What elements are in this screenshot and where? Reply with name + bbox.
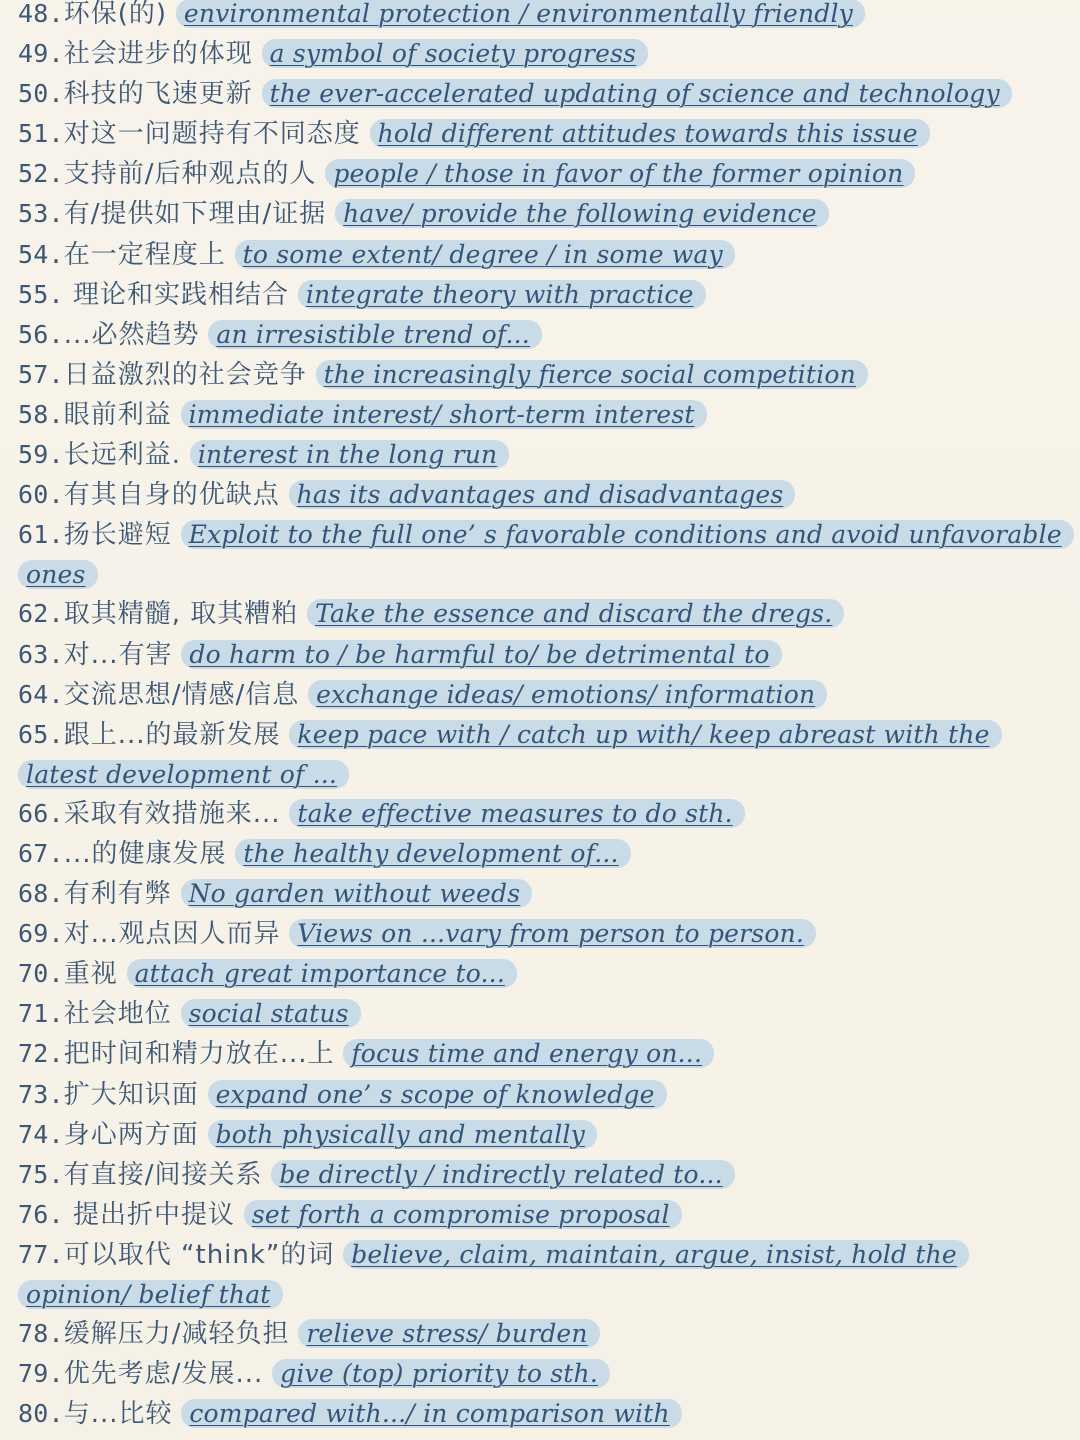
english-translation: believe, claim, maintain, argue, insist, hold the opinion/ belief that	[18, 1240, 969, 1309]
phrase-entry	[18, 635, 1062, 675]
phrase-entry	[18, 515, 1062, 594]
phrase-entry	[18, 74, 1062, 114]
entry-number: 53.	[18, 199, 64, 229]
chinese-phrase: 把时间和精力放在...上	[63, 1039, 335, 1070]
chinese-phrase: 有利有弊	[63, 879, 172, 910]
chinese-phrase: 眼前利益	[63, 399, 172, 430]
phrase-entry	[18, 235, 1062, 275]
chinese-phrase: 长远利益.	[63, 440, 182, 471]
english-translation: take effective measures to do sth.	[289, 799, 744, 828]
english-translation: immediate interest/ short-term interest	[181, 400, 707, 429]
entry-number: 80.	[18, 1399, 64, 1429]
chinese-phrase: ...的健康发展	[63, 838, 227, 869]
english-translation: do harm to / be harmful to/ be detrimental to	[181, 640, 781, 669]
english-translation: have/ provide the following evidence	[335, 199, 829, 228]
entry-number: 50.	[18, 79, 64, 109]
entry-number: 58.	[18, 399, 64, 429]
english-translation: attach great importance to...	[127, 959, 517, 988]
entry-number: 55.	[18, 279, 64, 309]
chinese-phrase: 可以取代 “think”的词	[63, 1239, 335, 1270]
phrase-entry	[18, 194, 1062, 234]
entry-number: 51.	[18, 119, 64, 149]
phrase-entry	[18, 154, 1062, 194]
chinese-phrase: 扬长避短	[63, 520, 172, 551]
phrase-entry	[18, 0, 1062, 34]
phrase-list	[18, 0, 1062, 1434]
phrase-entry	[18, 1034, 1062, 1074]
english-translation: social status	[181, 999, 361, 1028]
chinese-phrase: 对...有害	[63, 639, 173, 670]
chinese-phrase: ...必然趋势	[63, 319, 200, 350]
phrase-entry	[18, 1195, 1062, 1235]
entry-number: 63.	[18, 639, 64, 669]
phrase-entry	[18, 1394, 1062, 1434]
chinese-phrase: 交流思想/情感/信息	[63, 679, 300, 710]
phrase-entry	[18, 1115, 1062, 1155]
entry-number: 48.	[18, 0, 64, 28]
english-translation: integrate theory with practice	[298, 280, 706, 309]
entry-number: 61.	[18, 520, 64, 550]
entry-number: 59.	[18, 440, 64, 470]
entry-number: 49.	[18, 39, 64, 69]
phrase-entry	[18, 1075, 1062, 1115]
phrase-entry	[18, 1314, 1062, 1354]
entry-number: 56.	[18, 319, 64, 349]
english-translation: a symbol of society progress	[262, 39, 649, 68]
english-translation: has its advantages and disadvantages	[289, 480, 796, 509]
english-translation: give (top) priority to sth.	[272, 1359, 610, 1388]
entry-number: 66.	[18, 798, 64, 828]
entry-number: 70.	[18, 959, 64, 989]
phrase-entry	[18, 395, 1062, 435]
english-translation: Exploit to the full one’ s favorable conditions and avoid unfavorable ones	[18, 520, 1074, 589]
phrase-entry	[18, 1155, 1062, 1195]
english-translation: environmental protection / environmentally friendly	[176, 0, 865, 28]
chinese-phrase: 有直接/间接关系	[63, 1159, 263, 1190]
entry-number: 60.	[18, 480, 64, 510]
chinese-phrase: 扩大知识面	[63, 1079, 199, 1110]
english-translation: interest in the long run	[190, 440, 510, 469]
chinese-phrase: 身心两方面	[63, 1119, 199, 1150]
english-translation: the ever-accelerated updating of science and technology	[262, 79, 1012, 108]
chinese-phrase: 环保(的)	[63, 0, 168, 29]
english-translation: people / those in favor of the former opinion	[325, 159, 915, 188]
english-translation: compared with.../ in comparison with	[181, 1399, 681, 1428]
english-translation: focus time and energy on...	[343, 1039, 714, 1068]
phrase-entry	[18, 834, 1062, 874]
entry-number: 69.	[18, 919, 64, 949]
entry-number: 79.	[18, 1359, 64, 1389]
phrase-entry	[18, 114, 1062, 154]
entry-number: 57.	[18, 359, 64, 389]
phrase-entry	[18, 34, 1062, 74]
phrase-entry	[18, 1354, 1062, 1394]
english-translation: relieve stress/ burden	[298, 1319, 599, 1348]
english-translation: No garden without weeds	[181, 879, 533, 908]
entry-number: 77.	[18, 1239, 64, 1269]
phrase-entry	[18, 675, 1062, 715]
chinese-phrase: 日益激烈的社会竞争	[63, 359, 307, 390]
chinese-phrase: 提出折中提议	[63, 1199, 236, 1230]
chinese-phrase: 重视	[63, 959, 118, 990]
chinese-phrase: 科技的飞速更新	[63, 79, 253, 110]
english-translation: set forth a compromise proposal	[244, 1200, 682, 1229]
entry-number: 72.	[18, 1039, 64, 1069]
chinese-phrase: 对...观点因人而异	[63, 919, 281, 950]
english-translation: expand one’ s scope of knowledge	[208, 1080, 667, 1109]
english-translation: an irresistible trend of...	[208, 320, 542, 349]
entry-number: 54.	[18, 239, 64, 269]
entry-number: 68.	[18, 879, 64, 909]
chinese-phrase: 缓解压力/减轻负担	[63, 1319, 290, 1350]
chinese-phrase: 对这一问题持有不同态度	[63, 119, 361, 150]
phrase-entry	[18, 994, 1062, 1034]
phrase-entry	[18, 715, 1062, 794]
english-translation: to some extent/ degree / in some way	[235, 240, 735, 269]
phrase-entry	[18, 594, 1062, 634]
chinese-phrase: 优先考虑/发展...	[63, 1359, 264, 1390]
entry-number: 52.	[18, 159, 64, 189]
entry-number: 73.	[18, 1079, 64, 1109]
chinese-phrase: 理论和实践相结合	[63, 279, 290, 310]
phrase-entry	[18, 1235, 1062, 1314]
phrase-entry	[18, 275, 1062, 315]
entry-number: 62.	[18, 599, 64, 629]
english-translation: the healthy development of...	[235, 839, 630, 868]
phrase-entry	[18, 355, 1062, 395]
chinese-phrase: 采取有效措施来...	[63, 798, 281, 829]
chinese-phrase: 支持前/后种观点的人	[63, 159, 317, 190]
entry-number: 65.	[18, 719, 64, 749]
chinese-phrase: 跟上...的最新发展	[63, 719, 281, 750]
entry-number: 74.	[18, 1119, 64, 1149]
entry-number: 78.	[18, 1319, 64, 1349]
english-translation: keep pace with / catch up with/ keep abreast with the latest development of ...	[18, 720, 1002, 789]
english-translation: be directly / indirectly related to...	[271, 1160, 734, 1189]
english-translation: hold different attitudes towards this issue	[370, 119, 930, 148]
phrase-entry	[18, 435, 1062, 475]
entry-number: 71.	[18, 999, 64, 1029]
english-translation: Take the essence and discard the dregs.	[307, 599, 844, 628]
entry-number: 64.	[18, 679, 64, 709]
phrase-entry	[18, 475, 1062, 515]
entry-number: 76.	[18, 1199, 64, 1229]
chinese-phrase: 取其精髓, 取其糟粕	[63, 599, 299, 630]
phrase-entry	[18, 315, 1062, 355]
phrase-entry	[18, 794, 1062, 834]
chinese-phrase: 有/提供如下理由/证据	[63, 199, 327, 230]
english-translation: exchange ideas/ emotions/ information	[308, 680, 827, 709]
entry-number: 67.	[18, 838, 64, 868]
chinese-phrase: 社会进步的体现	[63, 39, 253, 70]
phrase-entry	[18, 874, 1062, 914]
phrase-entry	[18, 954, 1062, 994]
chinese-phrase: 与...比较	[63, 1399, 173, 1430]
phrase-entry	[18, 914, 1062, 954]
english-translation: the increasingly fierce social competition	[316, 360, 868, 389]
chinese-phrase: 在一定程度上	[63, 239, 226, 270]
chinese-phrase: 有其自身的优缺点	[63, 480, 280, 511]
english-translation: Views on ...vary from person to person.	[289, 919, 816, 948]
chinese-phrase: 社会地位	[63, 999, 172, 1030]
entry-number: 75.	[18, 1159, 64, 1189]
english-translation: both physically and mentally	[208, 1120, 597, 1149]
